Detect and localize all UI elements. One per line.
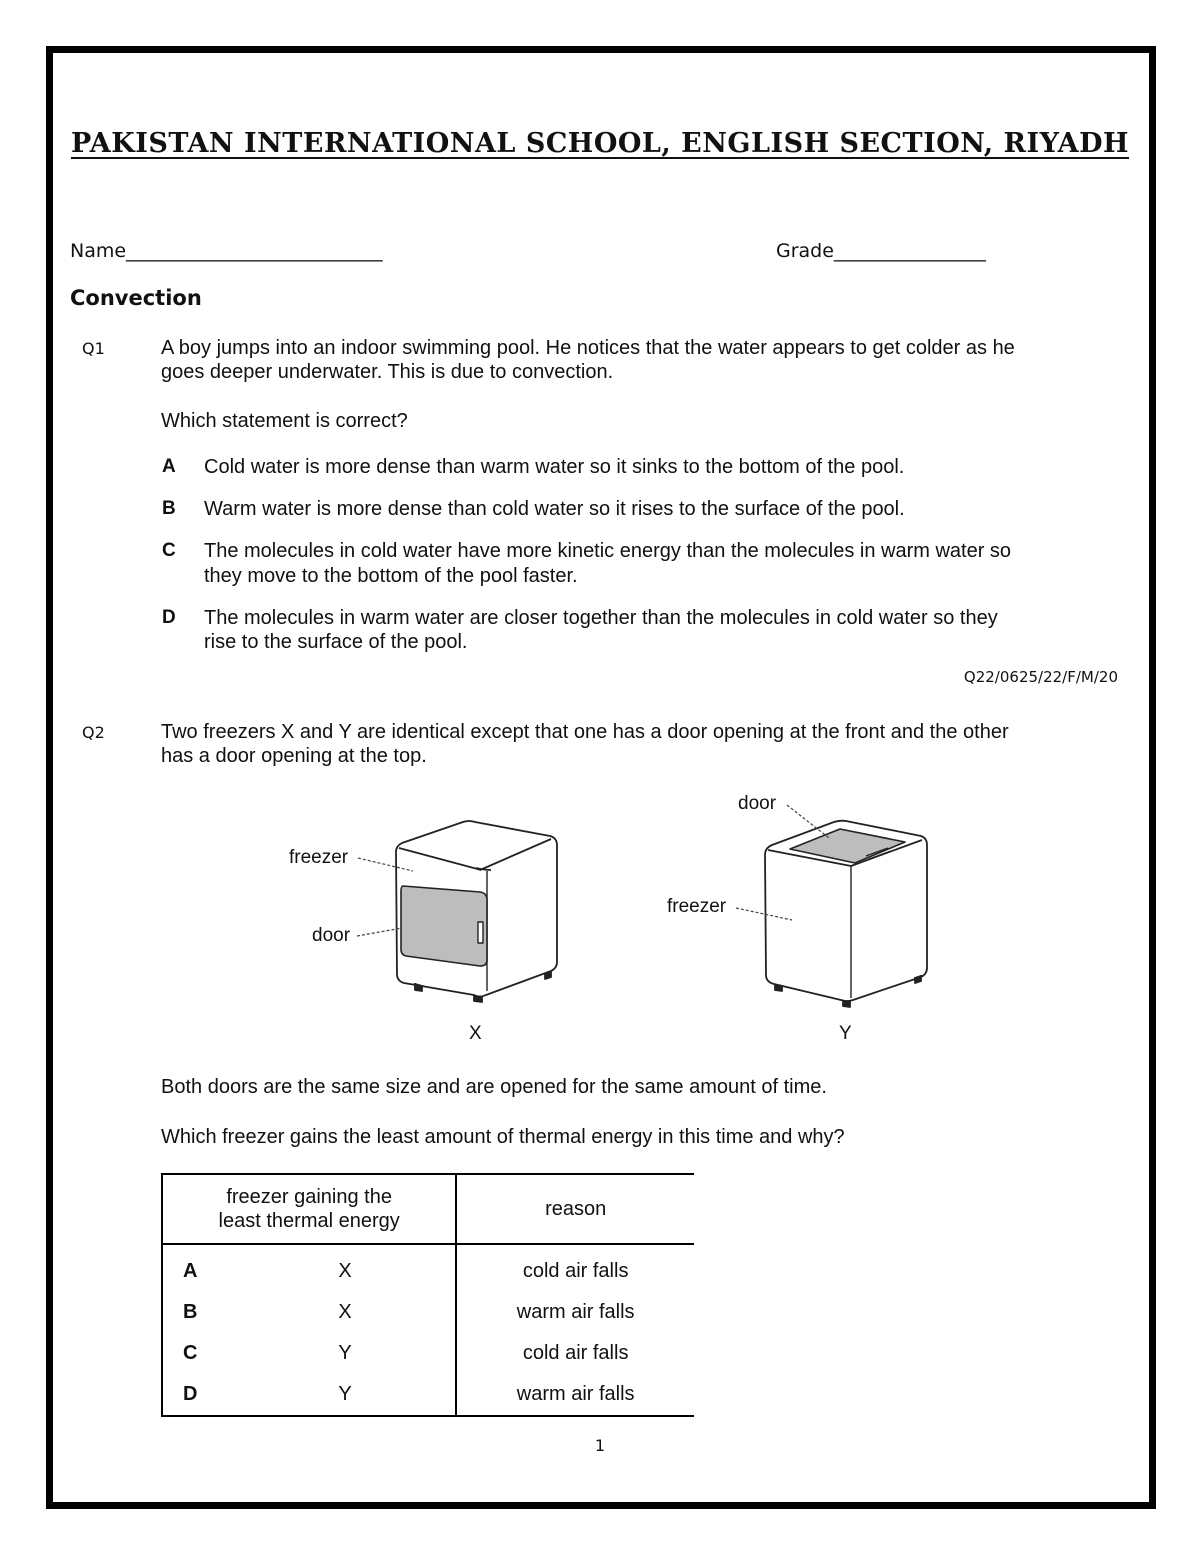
row-freezer: X	[235, 1292, 457, 1333]
header-freezer-line1: freezer gaining the	[226, 1186, 392, 1208]
page-number: 1	[594, 1436, 606, 1455]
row-freezer: X	[235, 1244, 457, 1292]
row-letter: B	[162, 1292, 235, 1333]
x-door-label: door	[312, 925, 351, 946]
q1-prompt: Which statement is correct?	[161, 410, 408, 432]
x-door-leader-line	[357, 928, 402, 936]
row-letter: C	[162, 1333, 235, 1374]
table-row	[162, 1333, 694, 1374]
q2-stem-line2: has a door opening at the top.	[161, 745, 427, 767]
q1-option-letter: B	[162, 498, 176, 519]
table-header-row	[162, 1174, 694, 1244]
row-reason: cold air falls	[522, 1342, 629, 1364]
row-freezer: Y	[235, 1333, 457, 1374]
row-letter: A	[162, 1244, 235, 1292]
table-row	[162, 1374, 694, 1416]
school-title: PAKISTAN INTERNATIONAL SCHOOL, ENGLISH SECTION, RIYADH	[70, 128, 1130, 159]
question-number-q2: Q2	[82, 723, 105, 742]
header-freezer-line2: least thermal energy	[218, 1210, 400, 1232]
q1-option-letter: D	[162, 607, 176, 628]
y-freezer-label: freezer	[667, 896, 727, 917]
row-reason: cold air falls	[522, 1260, 629, 1282]
row-letter: D	[162, 1374, 235, 1416]
x-caption: X	[469, 1023, 482, 1044]
row-reason: warm air falls	[456, 1374, 694, 1416]
q2-prompt: Which freezer gains the least amount of thermal energy in this time and why?	[161, 1126, 845, 1148]
name-field[interactable]: Name___________________________	[70, 240, 383, 262]
q1-option-c-line1: The molecules in cold water have more kinetic energy than the molecules in warm water so	[204, 540, 1012, 562]
y-door-label: door	[738, 793, 777, 814]
header-freezer-column	[162, 1174, 456, 1244]
q1-option-d-line1: The molecules in warm water are closer together than the molecules in cold water so they	[204, 607, 998, 629]
q1-option-d-line2: rise to the surface of the pool.	[204, 631, 468, 653]
table-row	[162, 1244, 694, 1292]
y-caption: Y	[839, 1023, 852, 1044]
q1-option-c-line2: they move to the bottom of the pool faster.	[204, 565, 578, 587]
header-reason-column: reason	[456, 1174, 694, 1244]
question-number-q1: Q1	[82, 339, 105, 358]
q1-reference-code: Q22/0625/22/F/M/20	[963, 668, 1118, 686]
row-freezer: Y	[235, 1374, 457, 1416]
table-row	[162, 1292, 694, 1333]
freezer-x-drawing	[396, 821, 557, 1002]
q1-stem-line1: A boy jumps into an indoor swimming pool. He notices that the water appears to get colder as he	[161, 337, 1015, 359]
freezer-y-drawing	[765, 821, 927, 1007]
row-reason: warm air falls	[516, 1301, 635, 1323]
q1-option-letter: C	[162, 540, 176, 561]
q2-stem-line1: Two freezers X and Y are identical except that one has a door opening at the front and the other	[161, 721, 1009, 743]
grade-field[interactable]: Grade________________	[776, 240, 986, 262]
section-title: Convection	[70, 286, 202, 310]
q2-both-doors-text: Both doors are the same size and are opened for the same amount of time.	[161, 1076, 827, 1098]
q1-option-a-line1: Cold water is more dense than warm water so it sinks to the bottom of the pool.	[204, 456, 905, 478]
q2-answer-table	[161, 1173, 694, 1417]
q1-option-b-line1: Warm water is more dense than cold water so it rises to the surface of the pool.	[204, 498, 905, 520]
x-freezer-label: freezer	[289, 847, 349, 868]
q1-stem-line2: goes deeper underwater. This is due to convection.	[161, 361, 614, 383]
q1-option-letter: A	[162, 456, 176, 477]
